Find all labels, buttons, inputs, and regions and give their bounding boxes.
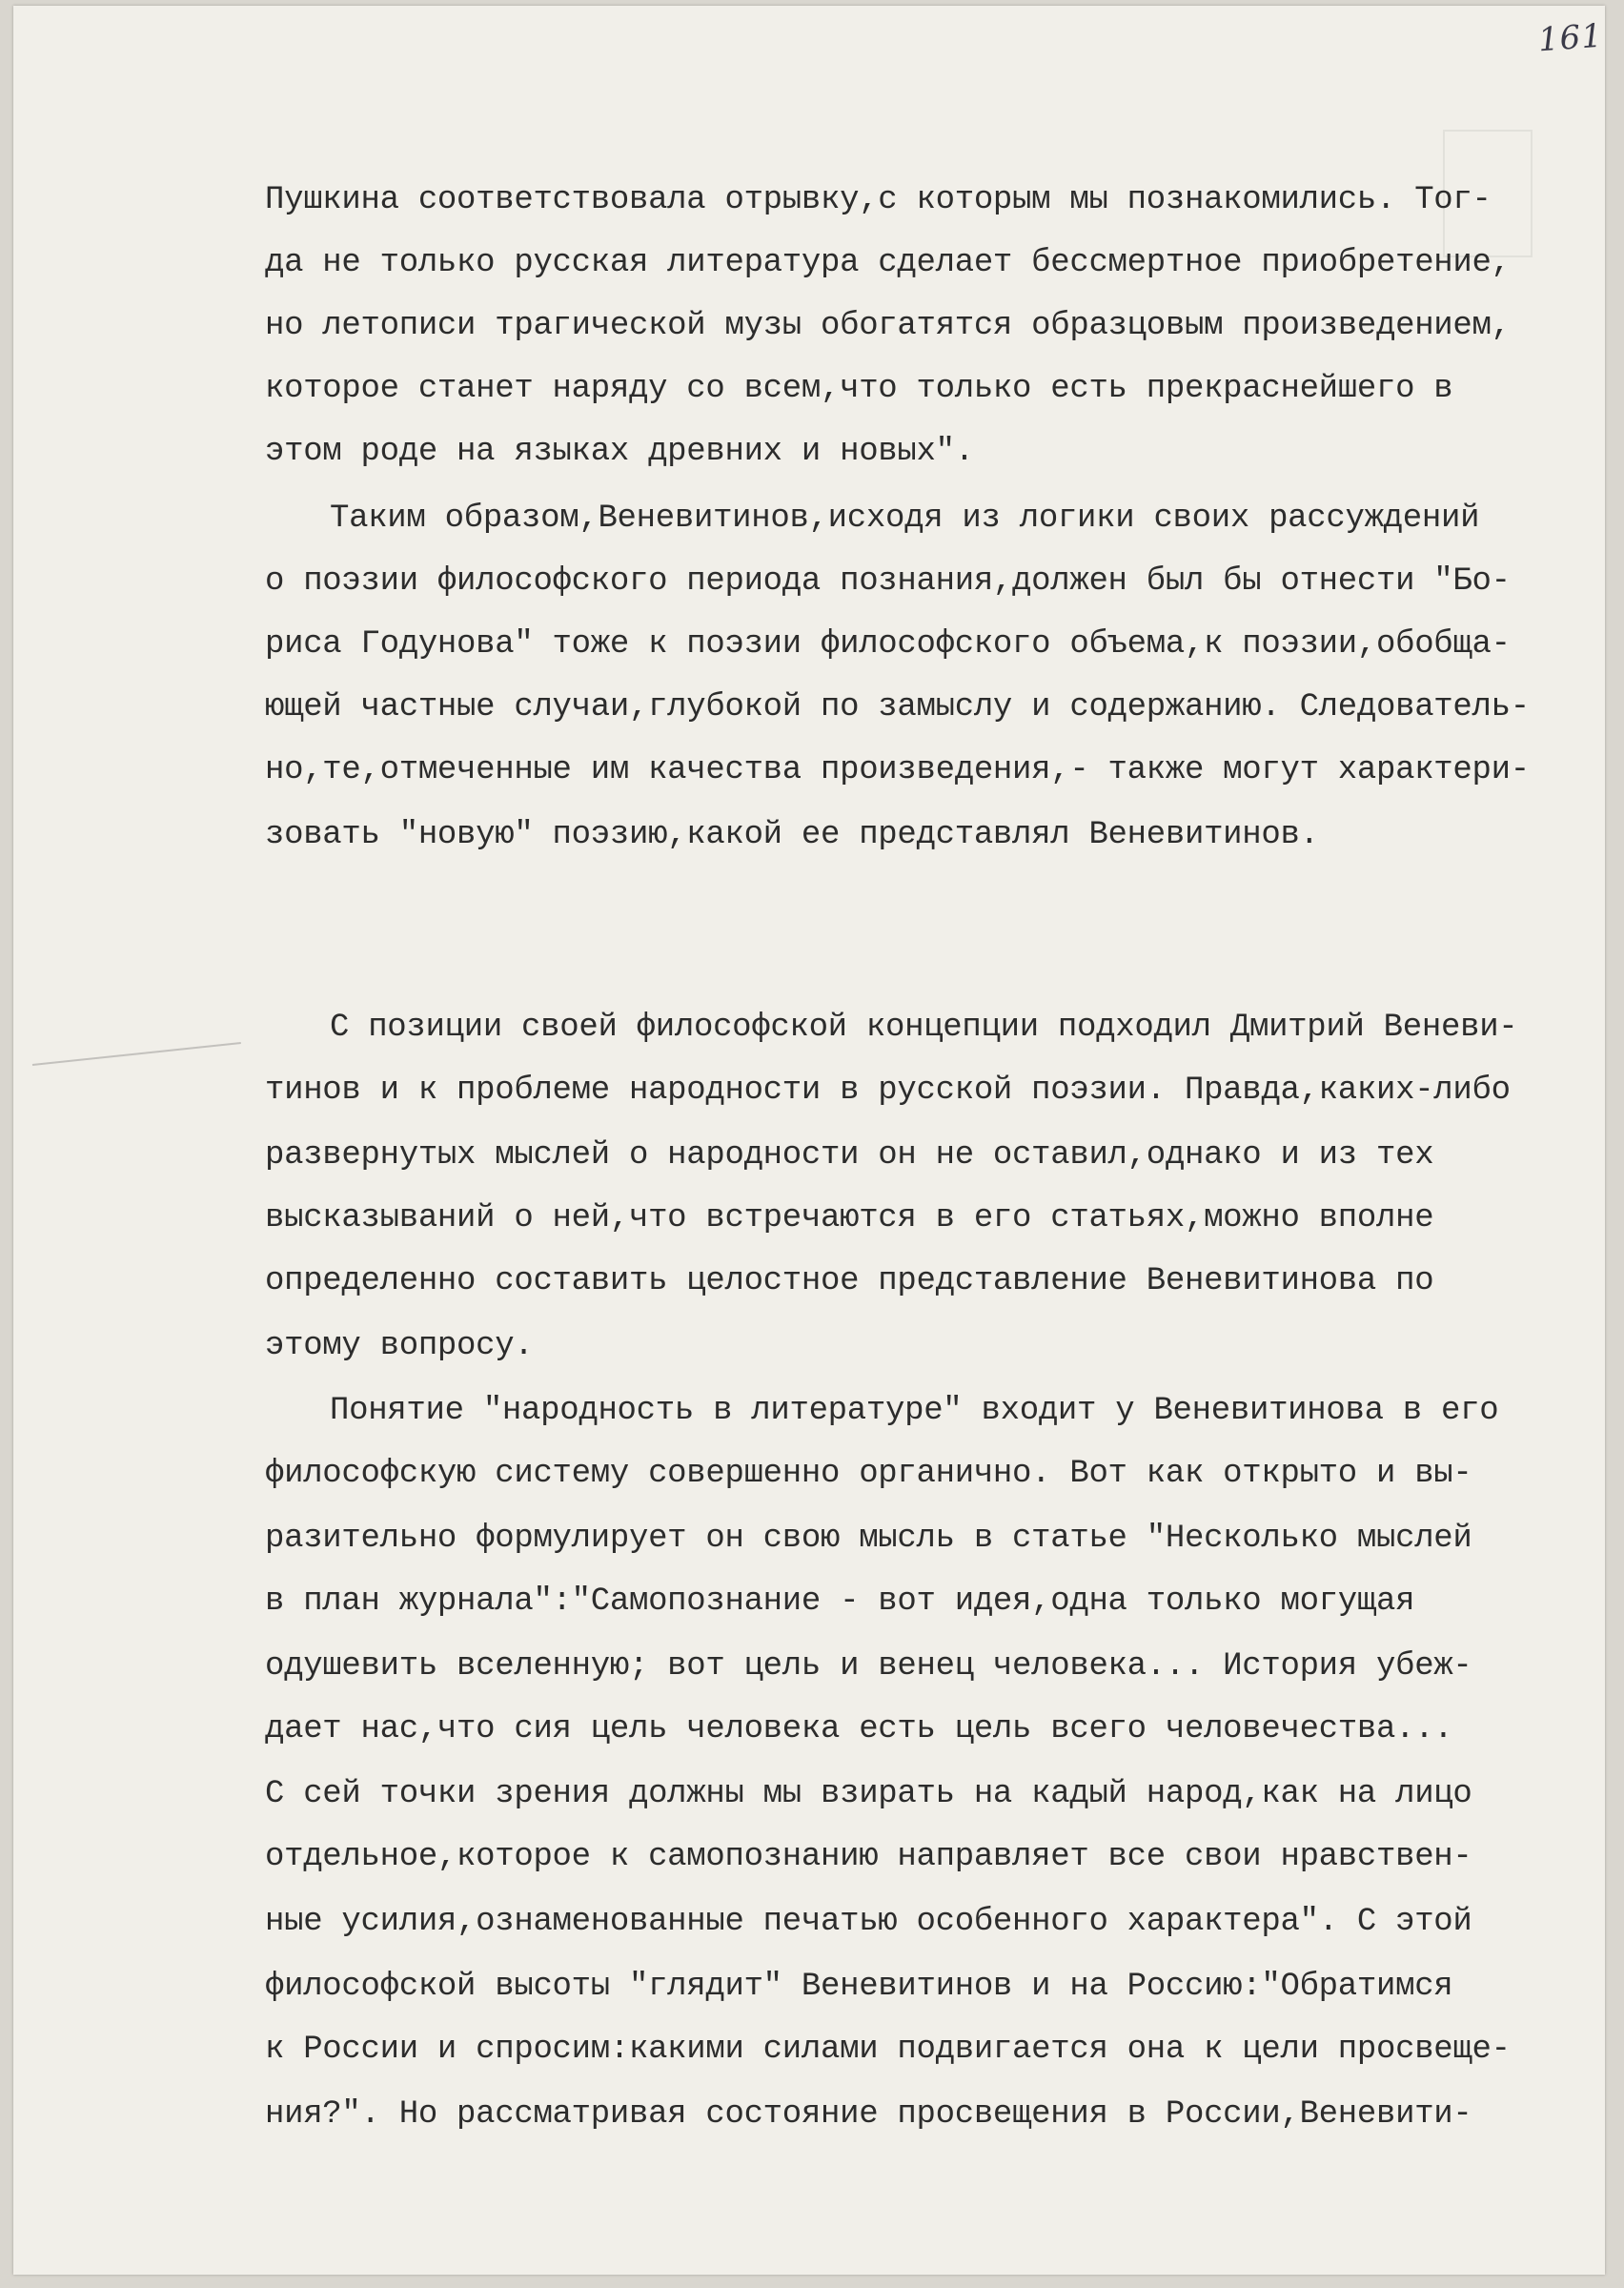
- text-line: этому вопросу.: [265, 1328, 534, 1364]
- text-line: определенно составить целостное представление Веневитинова по: [265, 1263, 1434, 1299]
- text-line: которое станет наряду со всем,что только есть прекраснейшего в: [265, 371, 1453, 407]
- text-line: но летописи трагической музы обогатятся образцовым произведением,: [265, 308, 1511, 344]
- text-line: высказываний о ней,что встречаются в его статьях,можно вполне: [265, 1200, 1434, 1236]
- text-line: ные усилия,ознаменованные печатью особенного характера". С этой: [265, 1904, 1472, 1940]
- text-line: разительно формулирует он свою мысль в статье "Несколько мыслей: [265, 1521, 1472, 1557]
- text-line: Понятие "народность в литературе" входит у Веневитинова в его: [330, 1393, 1499, 1429]
- text-line: ющей частные случаи,глубокой по замыслу и содержанию. Следователь-: [265, 689, 1530, 725]
- text-line: зовать "новую" поэзию,какой ее представлял Веневитинов.: [265, 817, 1319, 853]
- text-line: тинов и к проблеме народности в русской поэзии. Правда,каких-либо: [265, 1072, 1511, 1109]
- text-line: но,те,отмеченные им качества произведения,- также могут характери-: [265, 752, 1530, 788]
- text-line: Таким образом,Веневитинов,исходя из логики своих рассуждений: [330, 500, 1480, 537]
- text-line: отдельное,которое к самопознанию направляет все свои нравствен-: [265, 1839, 1472, 1875]
- text-line: к России и спросим:какими силами подвигается она к цели просвеще-: [265, 2032, 1511, 2068]
- text-line: о поэзии философского периода познания,должен был бы отнести "Бо-: [265, 563, 1511, 600]
- text-line: в план журнала":"Самопознание - вот идея,одна только могущая: [265, 1583, 1415, 1620]
- text-line: дает нас,что сия цель человека есть цель всего человечества...: [265, 1711, 1453, 1747]
- text-line: С позиции своей философской концепции подходил Дмитрий Веневи-: [330, 1010, 1518, 1046]
- text-line: этом роде на языках древних и новых".: [265, 434, 974, 470]
- text-line: да не только русская литература сделает бессмертное приобретение,: [265, 245, 1511, 281]
- text-line: одушевить вселенную; вот цель и венец человека... История убеж-: [265, 1648, 1472, 1685]
- text-line: философской высоты "глядит" Веневитинов и на Россию:"Обратимся: [265, 1969, 1453, 2005]
- manuscript-page: [13, 6, 1605, 2275]
- text-line: Пушкина соответствовала отрывку,с которым мы познакомились. Тог-: [265, 182, 1492, 218]
- text-line: ния?". Но рассматривая состояние просвещения в России,Веневити-: [265, 2096, 1472, 2133]
- text-line: развернутых мыслей о народности он не оставил,однако и из тех: [265, 1137, 1434, 1174]
- text-line: философскую систему совершенно органично. Вот как открыто и вы-: [265, 1456, 1472, 1492]
- text-line: риса Годунова" тоже к поэзии философского объема,к поэзии,обобща-: [265, 626, 1511, 663]
- text-line: С сей точки зрения должны мы взирать на кадый народ,как на лицо: [265, 1776, 1472, 1812]
- typed-text-block: [13, 6, 1605, 2275]
- page-number: 161: [1536, 16, 1605, 60]
